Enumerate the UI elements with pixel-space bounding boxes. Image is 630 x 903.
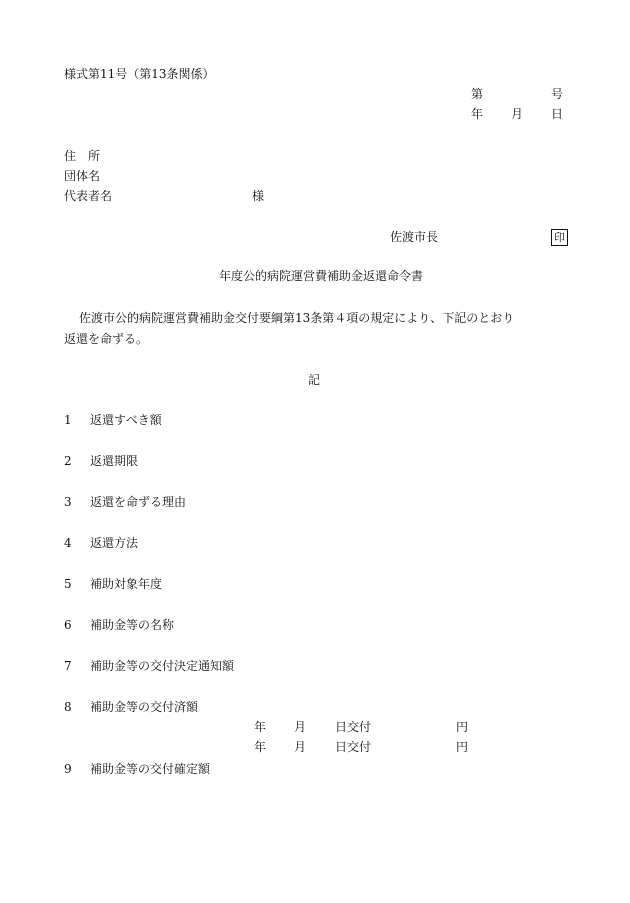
paid-row (0, 741, 630, 755)
item-label: 返還を命ずる理由 (90, 495, 187, 509)
item-number: 9 (64, 762, 72, 776)
item-label: 返還すべき額 (90, 413, 162, 427)
paid-yen: 円 (456, 740, 469, 754)
list-item (0, 578, 630, 592)
list-item (0, 496, 630, 510)
list-item (0, 701, 630, 715)
list-item (0, 619, 630, 633)
paid-day: 日交付 (335, 740, 372, 754)
item-number: 3 (64, 495, 72, 509)
paid-month: 月 (294, 740, 307, 754)
list-item (0, 763, 630, 777)
item-number: 6 (64, 618, 72, 632)
date-month: 月 (511, 107, 524, 121)
paid-day: 日交付 (335, 720, 372, 734)
list-item (0, 414, 630, 428)
item-number: 4 (64, 536, 72, 550)
item-number: 8 (64, 700, 72, 714)
body-line-1: 佐渡市公的病院運営費補助金交付要綱第13条第４項の規定により、下記のとおり (79, 311, 515, 325)
item-number: 5 (64, 577, 72, 591)
item-label: 補助金等の交付決定通知額 (90, 659, 235, 673)
item-number: 7 (64, 659, 72, 673)
item-number: 1 (64, 413, 72, 427)
list-item (0, 537, 630, 551)
honorific: 様 (252, 189, 265, 203)
item-label: 返還期限 (90, 454, 139, 468)
item-label: 返還方法 (90, 536, 139, 550)
item-label: 補助金等の交付済額 (90, 700, 199, 714)
organization-label: 団体名 (64, 169, 101, 183)
item-label: 補助対象年度 (90, 577, 163, 591)
paid-month: 月 (294, 720, 307, 734)
item-label: 補助金等の名称 (90, 618, 175, 632)
doc-number-suffix: 号 (551, 87, 564, 101)
paid-yen: 円 (456, 720, 469, 734)
seal-mark: 印 (551, 229, 568, 246)
paid-year: 年 (254, 720, 267, 734)
date-year: 年 (471, 107, 484, 121)
address-label: 住 所 (64, 149, 101, 163)
doc-number-prefix: 第 (471, 87, 484, 101)
ki-heading: 記 (308, 373, 321, 387)
list-item (0, 455, 630, 469)
representative-label: 代表者名 (64, 189, 113, 203)
paid-year: 年 (254, 740, 267, 754)
document-title: 年度公的病院運営費補助金返還命令書 (219, 269, 424, 283)
issuer-name: 佐渡市長 (390, 230, 439, 244)
paid-row (0, 721, 630, 735)
date-day: 日 (551, 107, 564, 121)
item-label: 補助金等の交付確定額 (90, 762, 211, 776)
item-number: 2 (64, 454, 72, 468)
body-line-2: 返還を命ずる。 (64, 332, 149, 346)
form-number: 様式第11号（第13条関係） (64, 67, 215, 81)
list-item (0, 660, 630, 674)
